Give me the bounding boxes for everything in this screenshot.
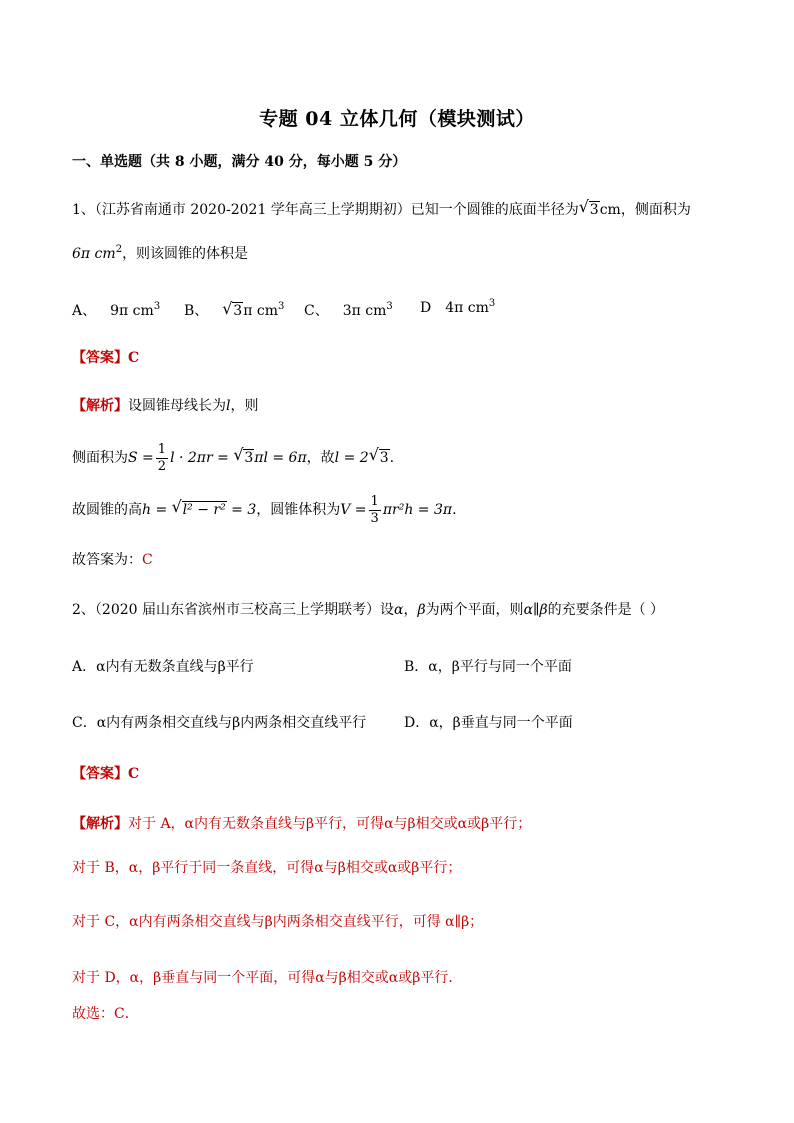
q1-analysis-line3: 故圆锥的高h = √ l² − r² = 3，圆锥体积为V = $\frac{1}{3}$ πr²h = 3π. [72, 492, 457, 528]
q1-analysis-line1: 【解析】设圆锥母线长为l，则 [72, 398, 259, 414]
q2-answer: 【答案】C [72, 766, 140, 782]
q1-option-b: B、√ 3π $cm^3$ [184, 300, 284, 320]
q2-analysis-line3: 对于 C，α内有两条相交直线与β内两条相交直线平行，可得 α∥β； [72, 914, 484, 930]
q2-analysis-line4: 对于 D，α，β垂直与同一个平面，可得α与β相交或α或β平行． [72, 970, 463, 986]
q2-option-c: C．α内有两条相交直线与β内两条相交直线平行 [72, 715, 367, 731]
q2-final: 故选：C． [72, 1006, 139, 1022]
q2-analysis-line2: 对于 B，α，β平行于同一条直线，可得α与β相交或α或β平行； [72, 860, 462, 876]
q1-stem-line2: 6π $cm^2$，则该圆锥的体积是 [72, 244, 249, 262]
page-title: 专题 04 立体几何（模块测试） [259, 108, 535, 130]
q1-final-answer: 故答案为：C [72, 552, 153, 568]
q2-option-b: B．α，β平行与同一个平面 [404, 659, 572, 675]
q2-option-a: A．α内有无数条直线与β平行 [72, 659, 254, 675]
q2-option-d: D．α，β垂直与同一个平面 [404, 715, 573, 731]
section-heading: 一、单选题（共 8 小题，满分 40 分，每小题 5 分） [72, 154, 407, 170]
q1-analysis-line2: 侧面积为S = $\frac{1}{2}$ l · 2πr = √ 3πl = 6π，故l = 2√ 3. [72, 440, 394, 476]
q1-option-c: C、 3π $cm^3$ [304, 301, 393, 319]
q1-option-d: D 4π $cm^3$ [420, 298, 496, 316]
q2-analysis-line1: 【解析】对于 A，α内有无数条直线与β平行，可得α与β相交或α或β平行； [72, 816, 532, 832]
q1-radius-sqrt: √ 3 [579, 200, 600, 220]
q1-option-a: A、 9π $cm^3$ [72, 301, 161, 319]
q1-stem-line1: 1、（江苏省南通市 2020-2021 学年高三上学期期初）已知一个圆锥的底面半径为√ 3cm，侧面积为 [72, 200, 691, 220]
q1-answer: 【答案】C [72, 350, 140, 366]
q2-stem: 2、（2020 届山东省滨州市三校高三上学期联考）设α，β为两个平面，则α∥β的充要条件是（ ） [72, 602, 665, 618]
